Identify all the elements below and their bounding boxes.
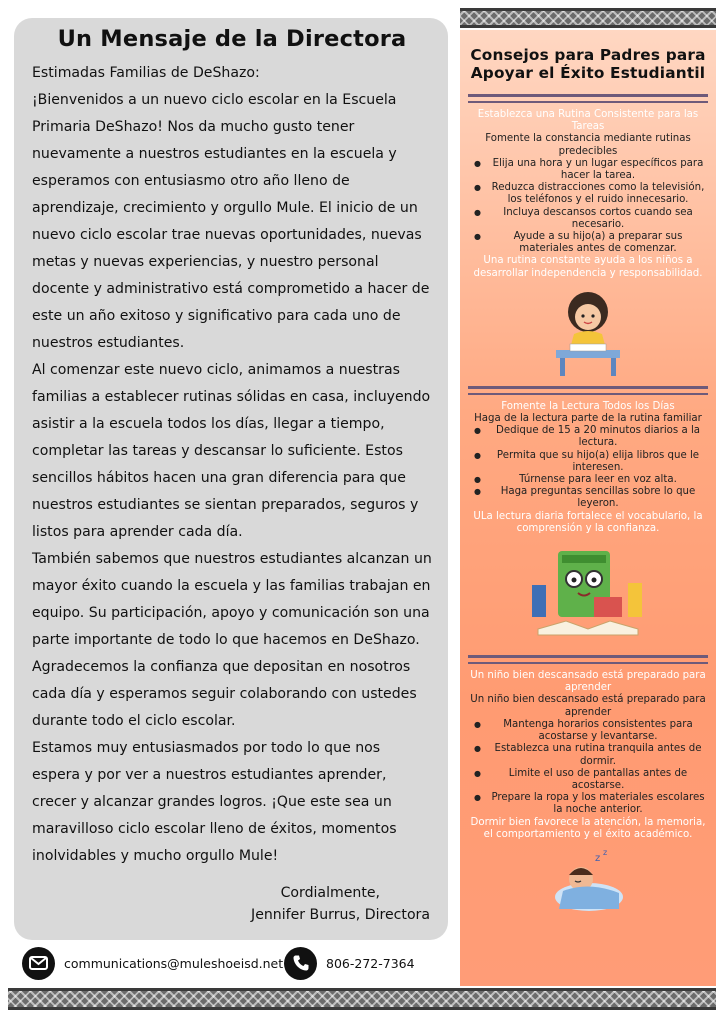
tips-title: Consejos para Padres para Apoyar el Éxito Estudiantil	[470, 46, 706, 82]
tip-closing: ULa lectura diaria fortalece el vocabulario, la comprensión y la confianza.	[473, 510, 703, 534]
tip-item: ● Prepare la ropa y los materiales escolares la noche anterior.	[468, 792, 708, 816]
tip-subheading: Haga de la lectura parte de la rutina familiar	[474, 413, 702, 425]
tip-item: ● Túrnense para leer en voz alta.	[468, 474, 708, 486]
letter-title: Un Mensaje de la Directora	[57, 26, 407, 52]
letter-paragraph-4: Estamos muy entusiasmados por todo lo que nos espera y por ver a nuestros estudiantes aprender, crecer y alcanzar grandes logros. ¡Que este sea un maravilloso ciclo escolar lleno de éxitos, momentos inolvidables y mucho orgullo Mule!	[32, 740, 397, 864]
tips-divider	[468, 393, 708, 395]
principal-letter	[14, 18, 448, 940]
email-contact	[22, 946, 283, 980]
tips-divider	[468, 386, 708, 389]
letter-body	[32, 60, 432, 870]
letter-closing: Cordialmente,	[280, 885, 380, 901]
tip-item: ● Mantenga horarios consistentes para acostarse y levantarse.	[468, 719, 708, 743]
letter-greeting: Estimadas Familias de DeShazo:	[32, 65, 260, 81]
bottom-decorative-border	[8, 988, 716, 1010]
tips-divider	[468, 655, 708, 658]
tips-divider	[468, 662, 708, 664]
tip-item: ● Limite el uso de pantallas antes de acostarse.	[468, 768, 708, 792]
tip-list	[468, 425, 708, 510]
tip-item: ● Permita que su hijo(a) elija libros que le interesen.	[468, 450, 708, 474]
tip-item: ● Elija una hora y un lugar específicos para hacer la tarea.	[468, 158, 708, 182]
tip-heading: Fomente la Lectura Todos los Días	[501, 400, 675, 412]
tip-item: ● Establezca una rutina tranquila antes de dormir.	[468, 743, 708, 767]
tip-list	[468, 158, 708, 256]
letter-signer: Jennifer Burrus, Directora	[251, 907, 430, 923]
svg-text:z: z	[595, 852, 601, 864]
letter-paragraph-1: ¡Bienvenidos a un nuevo ciclo escolar en la Escuela Primaria DeShazo! Nos da mucho gusto tener nuevamente a nuestros estudiantes en la escuela y esperamos con entusiasmo otro año lleno de aprendizaje, crecimiento y orgullo Mule. El inicio de un nuevo ciclo escolar trae nuevas oportunidades, nuevas metas y nuevas experiencias, y nuestro personal docente y administrativo está comprometido a hacer de este un año exitoso y significativo para cada uno de nuestros estudiantes.	[32, 92, 430, 351]
sleeping-child-illustration	[553, 847, 623, 911]
svg-text:z: z	[603, 847, 608, 857]
phone-number[interactable]: 806-272-7364	[326, 955, 415, 971]
envelope-icon	[22, 947, 55, 980]
tips-divider	[468, 94, 708, 97]
tip-item: ● Ayude a su hijo(a) a preparar sus materiales antes de comenzar.	[468, 231, 708, 255]
tips-divider	[468, 101, 708, 103]
tip-section-homework	[460, 109, 716, 380]
top-decorative-border	[460, 8, 716, 28]
tip-section-sleep	[460, 670, 716, 911]
phone-contact	[284, 946, 415, 980]
tip-closing: Una rutina constante ayuda a los niños a desarrollar independencia y responsabilidad.	[473, 255, 703, 279]
letter-signature	[251, 882, 430, 926]
books-illustration	[528, 545, 648, 641]
tip-item: ● Dedique de 15 a 20 minutos diarios a la lectura.	[468, 425, 708, 449]
tip-subheading: Fomente la constancia mediante rutinas predecibles	[485, 133, 691, 157]
letter-paragraph-2: Al comenzar este nuevo ciclo, animamos a nuestras familias a establecer rutinas sólidas en casa, incluyendo asistir a la escuela todos los días, llegar a tiempo, completar las tareas y descansar lo suficiente. Estos sencillos hábitos hacen una gran diferencia para que nuestros estudiantes se sientan preparados, seguros y listos para aprender cada día.	[32, 362, 431, 540]
phone-icon	[284, 947, 317, 980]
girl-studying-illustration	[548, 284, 628, 380]
tip-heading: Establezca una Rutina Consistente para las Tareas	[477, 109, 699, 133]
parent-tips-panel	[460, 30, 716, 986]
tip-item: ● Reduzca distracciones como la televisión, los teléfonos y el ruido innecesario.	[468, 182, 708, 206]
tip-heading: Un niño bien descansado está preparado para aprender	[470, 670, 706, 694]
tip-list	[468, 719, 708, 817]
letter-paragraph-3: También sabemos que nuestros estudiantes alcanzan un mayor éxito cuando la escuela y las familias trabajan en equipo. Su participación, apoyo y comunicación son una parte importante de todo lo que hacemos en DeShazo. Agradecemos la confianza que depositan en nosotros cada día y esperamos seguir colaborando con ustedes durante todo el ciclo escolar.	[32, 551, 432, 729]
tip-section-reading	[460, 401, 716, 641]
email-address[interactable]: communications@muleshoeisd.net	[64, 955, 284, 971]
tip-item: ● Incluya descansos cortos cuando sea necesario.	[468, 207, 708, 231]
tip-closing: Dormir bien favorece la atención, la memoria, el comportamiento y el éxito académico.	[470, 816, 706, 840]
tip-subheading: Un niño bien descansado está preparado para aprender	[470, 694, 706, 718]
tip-item: ● Haga preguntas sencillas sobre lo que leyeron.	[468, 486, 708, 510]
